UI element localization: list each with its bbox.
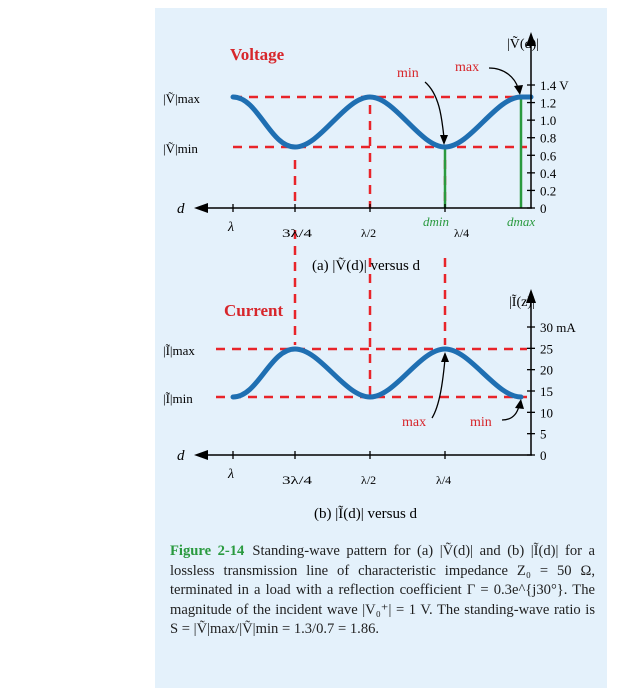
d-axis-arrow-a [194,203,208,213]
voltage-y-tick-label: 0.8 [540,130,557,146]
voltage-y-tick-label: 0.4 [540,165,557,181]
connecting-guides [295,230,445,395]
x-tick-b-3l4: 3λ/4 [282,473,312,487]
voltage-max-annotation: max [455,60,480,75]
max-b-annotation-leader [432,359,445,418]
x-tick-lambda: λ [228,220,235,235]
current-y-tick-label: 15 [540,384,553,399]
current-y-label: |Ĩ(z)| [509,295,535,310]
current-title: Current [224,301,284,320]
x-tick-l4: λ/4 [454,226,470,240]
voltage-title: Voltage [230,45,285,64]
current-y-tick-label: 30 mA [540,320,576,335]
voltage-plot [163,32,569,395]
vmin-label: |Ṽ|min [163,141,198,156]
min-b-annotation-arrowhead [515,399,524,409]
subcaption-a: (a) |Ṽ(d)| versus d [312,258,421,274]
voltage-y-tick-label: 1.4 V [540,78,569,93]
voltage-y-ticks [527,78,569,216]
x-tick-l2: λ/2 [361,226,377,240]
max-b-annotation-arrowhead [441,352,449,362]
current-y-ticks [527,320,576,463]
dmin-label: dmin [423,214,449,229]
caption-text: Standing-wave pattern for (a) |Ṽ(d)| and (b) |Ĩ(d)| for a lossless transmission line of characteristic impedance Z₀ = 50 Ω, terminated in a load with a reflection coefficient Γ = 0.3e^{j30°}. The magnitude of the incident wave |V₀⁺| = 1 V. The standing-wave ratio is S = |Ṽ|max/|Ṽ|min = 1.3/0.7 = 1.86. [170,543,595,637]
x-tick-b-l2: λ/2 [361,473,377,487]
voltage-y-tick-label: 0.2 [540,183,557,199]
voltage-y-tick-label: 1.0 [540,113,557,129]
d-axis-arrow-b [194,450,208,460]
imax-label: |Ĩ|max [163,343,195,358]
voltage-y-label: |Ṽ(d)| [507,37,540,52]
current-y-tick-label: 25 [540,341,553,357]
max-annotation-leader [489,68,518,88]
figure-number: Figure 2-14 [170,543,245,559]
current-curve [233,349,521,397]
current-y-tick-label: 5 [540,426,547,442]
voltage-y-tick-label: 1.2 [540,95,557,111]
current-y-tick-label: 10 [540,405,553,421]
figure-caption [170,542,595,640]
imin-label: |Ĩ|min [163,391,193,406]
current-y-tick-label: 0 [540,448,547,463]
subcaption-b: (b) |Ĩ(d)| versus d [314,506,418,522]
vmax-label: |Ṽ|max [163,91,200,106]
min-annotation-arrowhead [440,135,448,145]
voltage-y-tick-label: 0 [540,201,547,216]
current-d-label: d [177,448,185,464]
current-max-annotation: max [402,415,427,430]
voltage-d-label: d [177,201,185,217]
voltage-guides [233,97,527,208]
voltage-y-tick-label: 0.6 [540,148,557,164]
min-annotation-leader [425,82,444,138]
dmax-label: dmax [507,214,536,229]
current-min-annotation: min [470,415,492,430]
max-annotation-arrowhead [514,85,523,95]
current-y-tick-label: 20 [540,362,553,378]
voltage-min-annotation: min [397,66,419,81]
x-tick-b-lambda: λ [228,467,235,482]
voltage-curve [233,97,531,147]
x-tick-3l4: 3λ/4 [282,226,312,240]
x-tick-b-l4: λ/4 [436,473,452,487]
